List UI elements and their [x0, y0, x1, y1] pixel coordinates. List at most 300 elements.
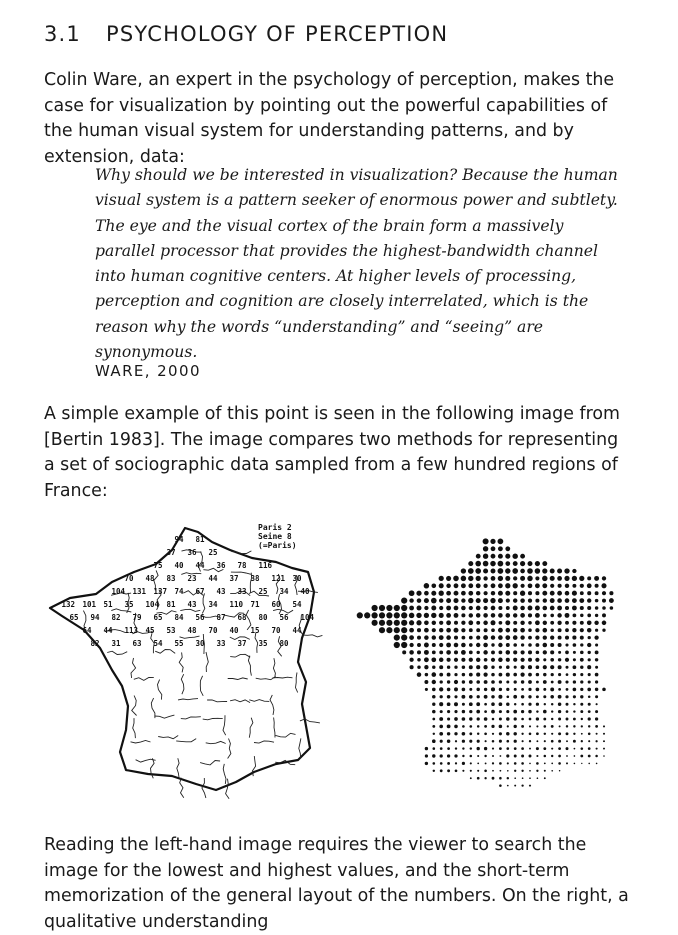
density-dot	[558, 628, 562, 632]
density-dot	[506, 681, 509, 684]
density-dot	[476, 710, 480, 714]
density-dot	[513, 591, 517, 595]
density-dot	[602, 599, 606, 603]
density-dot	[544, 763, 546, 765]
density-dot	[447, 762, 450, 765]
density-dot	[529, 740, 531, 742]
density-dot	[416, 613, 421, 618]
density-dot	[476, 673, 480, 677]
density-dot	[587, 620, 592, 625]
density-dot	[587, 598, 591, 602]
density-dot	[535, 599, 539, 603]
density-dot	[580, 614, 583, 617]
density-dot	[529, 763, 531, 765]
density-dot	[514, 717, 517, 720]
density-dot	[461, 613, 465, 617]
density-dot	[528, 628, 532, 632]
density-dot	[469, 695, 473, 699]
density-dot	[401, 605, 407, 611]
density-dot	[602, 606, 606, 610]
density-dot	[557, 591, 562, 596]
density-dot	[462, 710, 465, 713]
density-dot	[401, 598, 407, 604]
region-value-label: 31	[111, 639, 121, 648]
density-dot	[394, 635, 400, 641]
region-border	[302, 635, 322, 637]
density-dot	[440, 769, 443, 772]
density-dot	[439, 717, 443, 721]
density-dot	[468, 591, 473, 596]
density-dot	[514, 688, 517, 691]
density-dot	[491, 710, 495, 714]
density-dot	[565, 628, 569, 632]
density-dot	[469, 651, 473, 655]
density-dot	[565, 636, 569, 640]
density-dot	[550, 606, 555, 611]
density-dot	[565, 591, 570, 596]
density-dot	[500, 770, 502, 772]
density-dot	[491, 546, 496, 551]
density-dot	[542, 561, 547, 566]
density-dot	[535, 628, 539, 632]
density-dot	[483, 635, 488, 640]
density-dot	[484, 658, 488, 662]
density-dot	[372, 612, 378, 618]
density-dot	[484, 725, 487, 728]
density-dot	[521, 710, 524, 713]
density-dot	[492, 755, 494, 757]
density-dot	[454, 621, 458, 625]
density-dot	[551, 740, 554, 743]
density-dot	[565, 613, 570, 618]
density-dot	[574, 763, 576, 765]
density-dot	[447, 717, 450, 720]
density-dot	[506, 688, 509, 691]
region-value-label: 137	[153, 587, 168, 596]
density-dot	[535, 635, 539, 639]
region-value-label: 65	[153, 613, 163, 622]
density-dot	[565, 651, 569, 655]
density-dot	[520, 672, 524, 676]
density-dot	[417, 636, 421, 640]
density-dot	[505, 613, 510, 618]
density-dot	[514, 680, 517, 683]
density-dot	[498, 576, 503, 581]
density-dot	[424, 620, 429, 625]
density-dot	[513, 576, 517, 580]
density-dot	[550, 695, 554, 699]
density-dot	[447, 747, 450, 750]
density-dot	[603, 748, 605, 750]
density-dot	[550, 584, 554, 588]
density-dot	[477, 770, 479, 772]
density-dot	[440, 680, 443, 683]
density-dot	[461, 576, 467, 582]
density-dot	[469, 636, 473, 640]
density-dot	[521, 703, 524, 706]
density-dot	[544, 740, 546, 742]
density-dot	[514, 762, 517, 765]
density-dot	[498, 561, 504, 567]
density-dot	[476, 606, 481, 611]
density-dot	[462, 717, 466, 721]
density-dot	[490, 598, 495, 603]
density-dot	[536, 651, 540, 655]
density-dot	[543, 628, 548, 633]
density-dot	[409, 658, 413, 662]
region-value-label: 104	[111, 587, 126, 596]
density-dot	[580, 666, 583, 669]
region-value-label: 67	[195, 587, 205, 596]
density-dot	[490, 561, 496, 567]
density-dot	[581, 733, 583, 735]
density-dot	[506, 710, 509, 713]
density-dot	[557, 576, 562, 581]
density-dot	[528, 606, 533, 611]
density-dot	[492, 740, 495, 743]
density-dot	[468, 568, 474, 574]
density-dot	[469, 673, 473, 677]
density-dot	[439, 606, 443, 610]
region-value-label: 44	[195, 561, 205, 570]
density-dot	[573, 710, 575, 712]
density-dot	[499, 710, 502, 713]
density-dot	[558, 673, 561, 676]
density-dot	[439, 650, 443, 654]
density-dot	[492, 718, 495, 721]
density-dot	[468, 576, 473, 581]
region-value-label: 84	[174, 613, 184, 622]
density-dot	[461, 658, 465, 662]
density-dot	[507, 777, 509, 779]
density-dot	[439, 583, 444, 588]
density-dot	[564, 576, 569, 581]
density-dot	[587, 665, 591, 669]
density-dot	[595, 650, 599, 654]
density-dot	[470, 770, 472, 772]
density-dot	[507, 762, 509, 764]
region-value-label: 56	[195, 613, 205, 622]
density-dot	[507, 770, 509, 772]
density-dot	[513, 628, 517, 632]
density-dot	[439, 658, 444, 663]
density-dot	[469, 740, 472, 743]
density-dot	[595, 680, 598, 683]
legend-line-2: Seine 8	[258, 532, 292, 541]
density-dot	[566, 732, 569, 735]
region-value-label: 35	[258, 639, 268, 648]
density-dot	[424, 598, 429, 603]
density-dot	[461, 606, 466, 611]
density-dot	[595, 666, 598, 669]
region-value-label: 34	[279, 587, 289, 596]
density-dot	[432, 703, 435, 706]
region-value-label: 38	[250, 574, 260, 583]
density-dot	[536, 688, 540, 692]
density-dot	[528, 591, 532, 595]
density-dot	[499, 762, 502, 765]
density-dot	[536, 703, 539, 706]
density-dot	[485, 740, 487, 742]
density-dot	[417, 665, 420, 668]
region-value-label: 64	[82, 626, 92, 635]
density-dot	[409, 590, 415, 596]
density-dot	[574, 748, 576, 750]
region-value-label: 43	[216, 587, 226, 596]
density-dot	[491, 628, 495, 632]
density-dot	[513, 710, 517, 714]
density-dot	[447, 665, 450, 668]
density-dot	[521, 770, 523, 772]
density-dot	[557, 621, 561, 625]
density-dot	[433, 733, 435, 735]
density-dot	[565, 643, 568, 646]
density-dot	[439, 621, 443, 625]
density-dot	[483, 538, 489, 544]
density-dot	[573, 614, 577, 618]
region-value-label: 104	[300, 613, 315, 622]
density-dot	[580, 621, 584, 625]
density-dot	[528, 673, 532, 677]
density-dot	[572, 569, 576, 573]
density-dot	[454, 725, 458, 729]
density-dot	[454, 666, 457, 669]
density-dot	[543, 614, 547, 618]
density-dot	[454, 658, 458, 662]
density-dot	[566, 747, 569, 750]
density-dot	[551, 673, 554, 676]
density-dot	[572, 606, 577, 611]
density-dot	[394, 612, 400, 618]
region-value-label: 82	[111, 613, 121, 622]
density-dot	[446, 643, 451, 648]
density-dot	[572, 598, 577, 603]
density-dot	[446, 598, 451, 603]
density-dot	[498, 613, 503, 618]
region-value-label: 36	[187, 548, 197, 557]
density-dot	[522, 777, 524, 779]
density-dot	[484, 606, 488, 610]
density-dot	[520, 613, 525, 618]
density-dot	[491, 613, 496, 618]
density-dot	[580, 673, 583, 676]
density-dot	[505, 583, 510, 588]
density-dot	[477, 725, 480, 728]
density-dot	[573, 680, 576, 683]
density-dot	[433, 770, 435, 772]
density-dot	[528, 703, 531, 706]
section-title: PSYCHOLOGY OF PERCEPTION	[106, 22, 449, 46]
density-dot	[572, 591, 577, 596]
density-dot	[521, 650, 525, 654]
density-dot	[595, 710, 598, 713]
density-dot	[379, 620, 385, 626]
density-dot	[499, 740, 502, 743]
density-dot	[529, 770, 531, 772]
density-dot	[558, 695, 562, 699]
density-dot	[417, 658, 421, 662]
density-dot	[573, 695, 576, 698]
density-dot	[529, 785, 531, 787]
density-dot	[447, 658, 451, 662]
density-dot	[558, 718, 561, 721]
density-dot	[513, 621, 517, 625]
density-dot	[528, 613, 532, 617]
density-dot	[513, 732, 516, 735]
density-dot	[588, 733, 591, 736]
region-value-label: 110	[229, 600, 244, 609]
density-dot	[536, 695, 539, 698]
density-dot	[440, 762, 443, 765]
density-dot	[424, 650, 429, 655]
density-dot	[454, 687, 458, 691]
density-dot	[506, 732, 509, 735]
density-dot	[454, 628, 459, 633]
density-dot	[544, 755, 547, 758]
density-dot	[454, 754, 457, 757]
density-dot	[446, 591, 451, 596]
density-dot	[543, 643, 548, 648]
density-dot	[550, 687, 554, 691]
density-dot	[394, 605, 400, 611]
density-dot	[505, 561, 510, 566]
density-dot	[468, 598, 473, 603]
density-dot	[558, 680, 562, 684]
bertin-figure	[40, 520, 640, 810]
density-dot	[558, 747, 561, 750]
density-dot	[542, 583, 547, 588]
density-dot	[476, 554, 481, 559]
region-value-label: 70	[208, 626, 218, 635]
density-dot	[477, 740, 480, 743]
density-dot	[454, 732, 457, 735]
density-dot	[528, 688, 531, 691]
density-dot	[580, 628, 584, 632]
density-dot	[558, 643, 562, 647]
density-dot	[581, 718, 583, 720]
density-dot	[498, 606, 502, 610]
density-dot	[528, 680, 532, 684]
density-dot	[513, 673, 517, 677]
density-dot	[401, 635, 407, 641]
density-dot	[491, 673, 495, 677]
density-dot	[610, 606, 614, 610]
density-dot	[454, 591, 459, 596]
density-dot	[505, 576, 510, 581]
density-dot	[461, 628, 465, 632]
density-dot	[520, 606, 525, 611]
region-value-label: 37	[166, 548, 176, 557]
density-dot	[513, 635, 518, 640]
density-dot	[454, 680, 458, 684]
density-dot	[462, 740, 465, 743]
density-dot	[483, 561, 489, 567]
density-dot	[409, 650, 414, 655]
density-dot	[417, 672, 422, 677]
density-dot	[521, 718, 524, 721]
density-dot	[558, 762, 561, 765]
region-value-label: 60	[271, 600, 281, 609]
density-dot	[535, 620, 540, 625]
region-value-label: 131	[132, 587, 147, 596]
density-dot	[431, 598, 437, 604]
legend-line-1: Paris 2	[258, 523, 292, 532]
region-value-label: 35	[124, 600, 134, 609]
density-dot	[491, 725, 494, 728]
density-dot	[505, 620, 510, 625]
density-dot	[558, 688, 561, 691]
density-dot	[572, 576, 577, 581]
density-dot	[505, 568, 510, 573]
density-dot	[580, 695, 583, 698]
density-dot	[551, 725, 554, 728]
density-dot	[513, 695, 517, 699]
region-value-label: 36	[216, 561, 226, 570]
region-value-label: 94	[90, 613, 100, 622]
region-value-label: 132	[61, 600, 76, 609]
density-dot	[469, 658, 473, 662]
density-dot	[431, 591, 436, 596]
density-dot	[484, 591, 488, 595]
density-dot	[439, 725, 443, 729]
density-dot	[462, 665, 465, 668]
density-dot	[447, 725, 451, 729]
density-dot	[409, 606, 414, 611]
density-dot	[603, 725, 605, 727]
density-dot	[520, 554, 525, 559]
density-dot	[550, 643, 554, 647]
density-dot	[469, 643, 473, 647]
density-dot	[469, 702, 473, 706]
density-dot	[520, 576, 525, 581]
density-dot	[432, 739, 436, 743]
density-dot	[543, 718, 546, 721]
density-dot	[580, 606, 584, 610]
region-value-label: 83	[166, 574, 176, 583]
density-dot	[425, 754, 428, 757]
density-dot	[483, 672, 487, 676]
density-dot	[491, 702, 495, 706]
density-dot	[446, 606, 451, 611]
density-dot	[537, 777, 539, 779]
density-dot	[440, 710, 443, 713]
density-dot	[499, 777, 502, 780]
region-value-label: 25	[258, 587, 268, 596]
density-dot	[499, 747, 502, 750]
density-dot	[401, 620, 407, 626]
density-dot	[594, 576, 599, 581]
density-dot	[594, 621, 598, 625]
density-dot	[476, 665, 480, 669]
density-dot	[558, 584, 562, 588]
density-dot	[566, 718, 569, 721]
density-dot	[520, 569, 525, 574]
density-dot	[566, 740, 568, 742]
density-dot	[476, 651, 479, 654]
dot-density-map-france	[357, 538, 614, 787]
density-dot	[379, 627, 385, 633]
density-dot	[550, 614, 554, 618]
density-dot	[536, 665, 540, 669]
density-dot	[514, 740, 517, 743]
density-dot	[595, 599, 599, 603]
density-dot	[446, 576, 451, 581]
region-value-label: 44	[103, 626, 113, 635]
density-dot	[573, 673, 576, 676]
density-dot	[468, 620, 473, 625]
density-dot	[492, 777, 495, 780]
density-dot	[439, 613, 444, 618]
